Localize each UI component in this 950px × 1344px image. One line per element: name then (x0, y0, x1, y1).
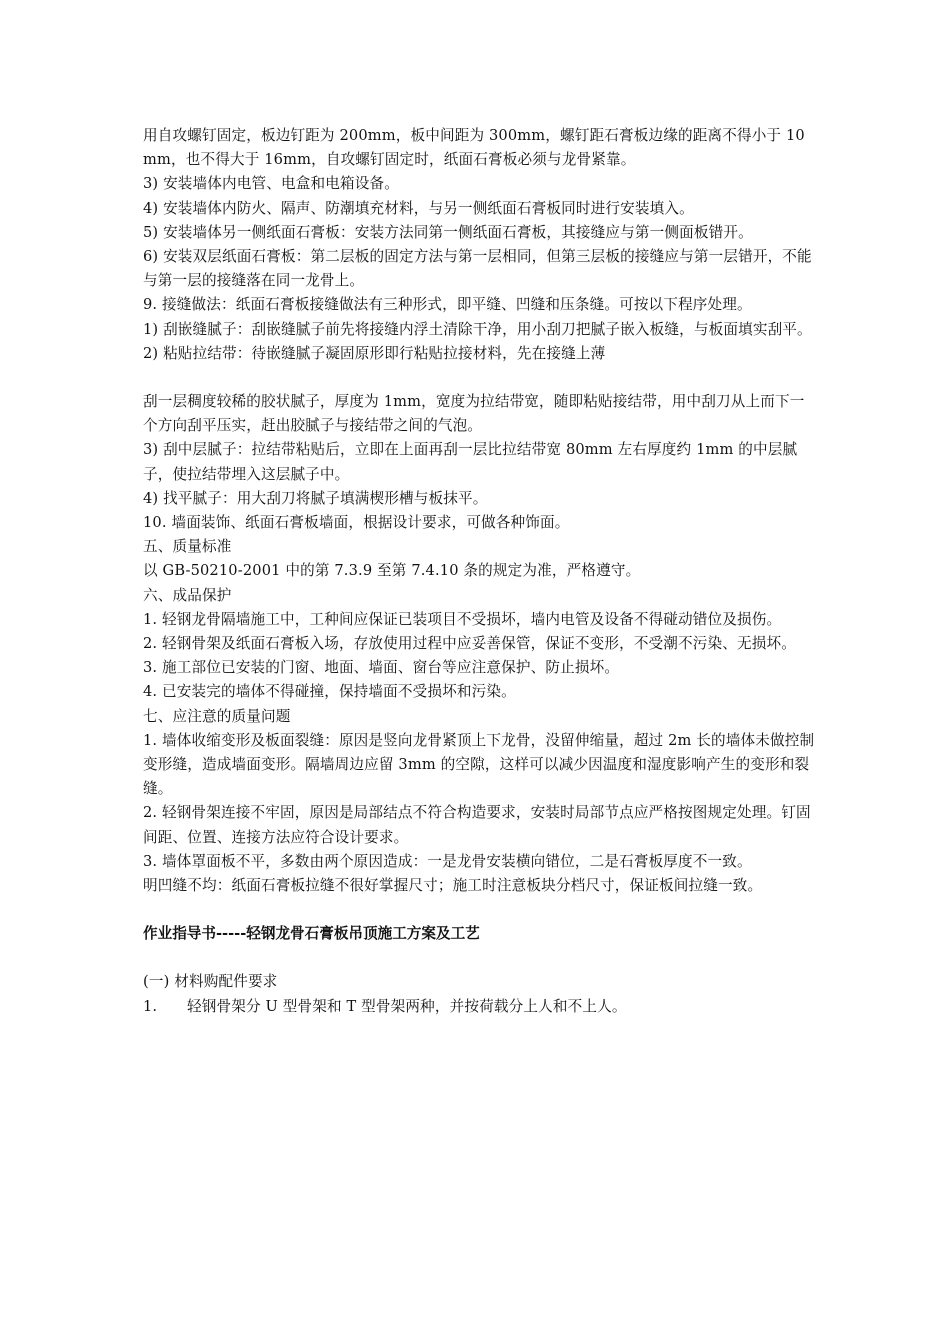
paragraph: 4) 找平腻子：用大刮刀将腻子填满楔形槽与板抹平。 (143, 489, 488, 507)
paragraph: 3) 安装墙体内电管、电盒和电箱设备。 (143, 175, 399, 193)
paragraph: 5) 安装墙体另一侧纸面石膏板：安装方法同第一侧纸面石膏板，其接缝应与第一侧面板错开。 (143, 223, 753, 241)
paragraph: 3) 刮中层腻子：拉结带粘贴后，立即在上面再刮一层比拉结带宽 80mm 左右厚度约 1mm 的中层腻子，使拉结带埋入这层腻子中。 (143, 441, 798, 483)
paragraph: 刮一层稠度较稀的胶状腻子，厚度为 1mm，宽度为拉结带宽，随即粘贴接结带，用中刮刀从上而下一个方向刮平压实，赶出胶腻子与接结带之间的气泡。 (143, 393, 805, 435)
list-item (143, 995, 815, 1019)
paragraph: 2. 轻钢骨架及纸面石膏板入场，存放使用过程中应妥善保管，保证不变形，不受潮不污染、无损坏。 (143, 635, 796, 653)
paragraph: 1) 刮嵌缝腻子：刮嵌缝腻子前先将接缝内浮土清除干净，用小刮刀把腻子嵌入板缝，与板面填实刮平。 (143, 320, 812, 338)
paragraph: 以 GB-50210-2001 中的第 7.3.9 至第 7.4.10 条的规定为准，严格遵守。 (143, 562, 641, 580)
paragraph: 用自攻螺钉固定，板边钉距为 200mm，板中间距为 300mm，螺钉距石膏板边缘的距离不得小于 10mm，也不得大于 16mm，自攻螺钉固定时，纸面石膏板必须与龙骨紧靠。 (143, 127, 805, 169)
paragraph: 1. 墙体收缩变形及板面裂缝：原因是竖向龙骨紧顶上下龙骨，没留伸缩量，超过 2m 长的墙体未做控制变形缝，造成墙面变形。隔墙周边应留 3mm 的空隙，这样可以减少因温度和湿度影响产生的变形和裂缝。 (143, 731, 815, 798)
section-heading-quality-standard: 五、质量标准 (143, 538, 232, 556)
blank-line (143, 898, 815, 922)
paragraph: 6) 安装双层纸面石膏板：第二层板的固定方法与第一层相同，但第三层板的接缝应与第一层错开，不能与第一层的接缝落在同一龙骨上。 (143, 248, 812, 290)
list-item-number: 1. (143, 997, 158, 1015)
paragraph-group-1 (143, 124, 815, 366)
paragraph: 明凹缝不均：纸面石膏板拉缝不很好掌握尺寸；施工时注意板块分档尺寸，保证板间拉缝一致。 (143, 877, 763, 895)
blank-line (143, 946, 815, 970)
subsection-title: (一) 材料购配件要求 (143, 973, 278, 991)
paragraph: 4. 已安装完的墙体不得碰撞，保持墙面不受损坏和污染。 (143, 683, 516, 701)
list-item-text: 轻钢骨架分 U 型骨架和 T 型骨架两种，并按荷载分上人和不上人。 (187, 997, 627, 1015)
paragraph: 2. 轻钢骨架连接不牢固，原因是局部结点不符合构造要求，安装时局部节点应严格按图规定处理。钉固间距、位置、连接方法应符合设计要求。 (143, 804, 811, 846)
blank-line (143, 366, 815, 390)
paragraph: 4) 安装墙体内防火、隔声、防潮填充材料，与另一侧纸面石膏板同时进行安装填入。 (143, 199, 694, 217)
paragraph: 3. 墙体罩面板不平，多数由两个原因造成：一是龙骨安装横向错位，二是石膏板厚度不一致。 (143, 852, 752, 870)
section-heading-product-protection: 六、成品保护 (143, 586, 232, 604)
paragraph: 3. 施工部位已安装的门窗、地面、墙面、窗台等应注意保护、防止损坏。 (143, 659, 620, 677)
paragraph: 10. 墙面装饰、纸面石膏板墙面，根据设计要求，可做各种饰面。 (143, 514, 570, 532)
paragraph: 1. 轻钢龙骨隔墙施工中，工种间应保证已装项目不受损坏，墙内电管及设备不得碰动错位及损伤。 (143, 610, 782, 628)
section-title: 作业指导书-----轻钢龙骨石膏板吊顶施工方案及工艺 (143, 925, 480, 943)
paragraph-group-2 (143, 390, 815, 898)
paragraph: 2) 粘贴拉结带：待嵌缝腻子凝固原形即行粘贴拉接材料，先在接缝上薄 (143, 344, 606, 362)
paragraph: 9. 接缝做法：纸面石膏板接缝做法有三种形式，即平缝、凹缝和压条缝。可按以下程序处理。 (143, 296, 752, 314)
section-heading-quality-issues: 七、应注意的质量问题 (143, 707, 291, 725)
document-body (143, 124, 815, 1019)
